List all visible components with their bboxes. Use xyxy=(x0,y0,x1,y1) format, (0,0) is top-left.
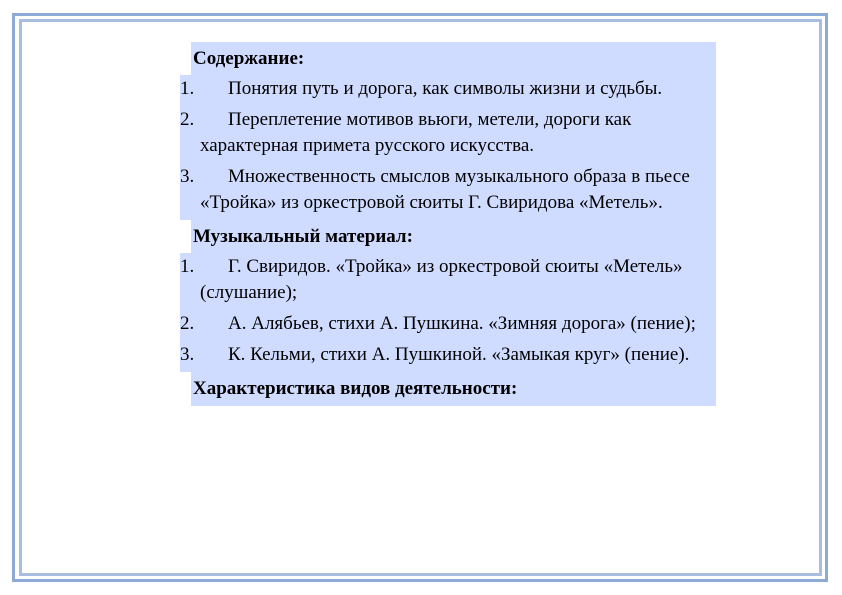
list-item xyxy=(180,341,716,372)
list-item-number: 3. xyxy=(180,344,195,365)
lesson-content xyxy=(180,42,716,406)
list-item-text: Переплетение мотивов вьюги, метели, дороги как характерная примета русского искусства. xyxy=(200,109,632,156)
list-item xyxy=(180,163,716,220)
section-heading-activities: Характеристика видов деятельности: xyxy=(191,372,716,406)
section-heading-music: Музыкальный материал: xyxy=(191,220,716,253)
list-item-text: Г. Свиридов. «Тройка» из оркестровой сюиты «Метель» (слушание); xyxy=(200,256,683,303)
list-item-number: 2. xyxy=(180,313,195,334)
list-item xyxy=(180,310,716,341)
list-item-number: 3. xyxy=(180,166,195,187)
list-item-number: 1. xyxy=(180,256,195,277)
list-item-text: К. Кельми, стихи А. Пушкиной. «Замыкая круг» (пение). xyxy=(228,344,690,365)
list-item xyxy=(180,106,716,163)
list-item-text: Понятия путь и дорога, как символы жизни и судьбы. xyxy=(228,78,663,99)
list-item-number: 2. xyxy=(180,109,195,130)
list-item-number: 1. xyxy=(180,78,195,99)
list-item xyxy=(180,75,716,106)
list-item-text: А. Алябьев, стихи А. Пушкина. «Зимняя дорога» (пение); xyxy=(228,313,696,334)
list-item xyxy=(180,253,716,310)
list-item-text: Множественность смыслов музыкального образа в пьесе «Тройка» из оркестровой сюиты Г. Свиридова «Метель». xyxy=(200,166,690,213)
section-heading-content: Содержание: xyxy=(191,42,716,75)
